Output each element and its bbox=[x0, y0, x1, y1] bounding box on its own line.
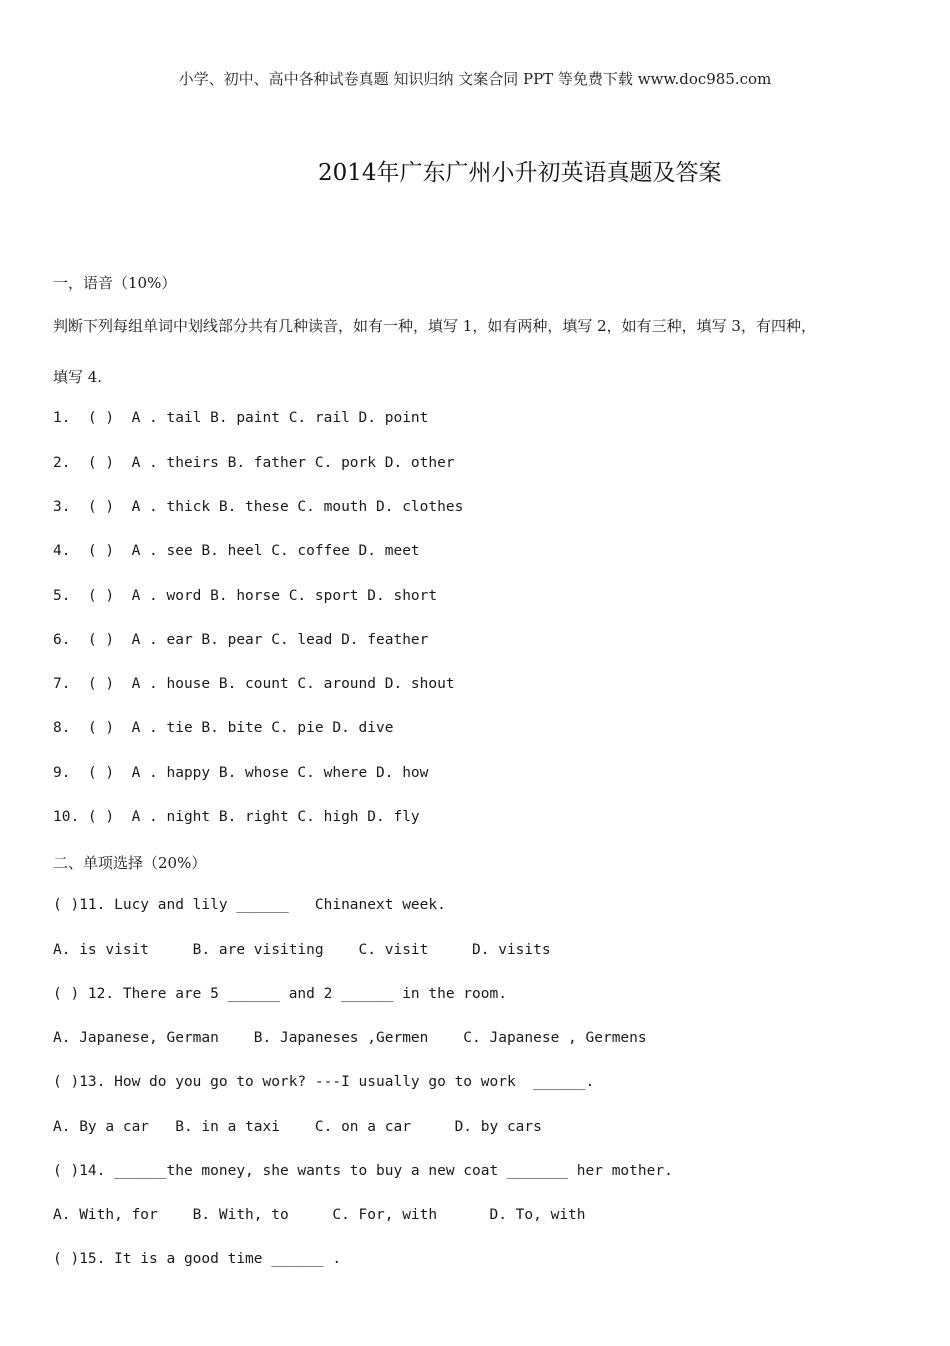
question-item: 10. ( ) A . night B. right C. high D. fly bbox=[53, 809, 420, 825]
question-stem: ( )13. How do you go to work? ---I usually go to work ______. bbox=[53, 1074, 595, 1090]
question-item: 7. ( ) A . house B. count C. around D. shout bbox=[53, 676, 455, 692]
answer-options: A. With, for B. With, to C. For, with D. To, with bbox=[53, 1207, 586, 1223]
section-instruction: 判断下列每组单词中划线部分共有几种读音，如有一种，填写 1，如有两种，填写 2，如有三种，填写 3，有四种， bbox=[53, 317, 816, 335]
answer-options: A. By a car B. in a taxi C. on a car D. by cars bbox=[53, 1119, 542, 1135]
question-stem: ( ) 12. There are 5 ______ and 2 ______ in the room. bbox=[53, 986, 507, 1002]
question-item: 5. ( ) A . word B. horse C. sport D. short bbox=[53, 588, 438, 604]
section-heading-phonetics: 一，语音（10%） bbox=[53, 274, 177, 292]
answer-options: A. Japanese, German B. Japaneses ,Germen C. Japanese , Germens bbox=[53, 1030, 647, 1046]
document-title: 2014年广东广州小升初英语真题及答案 bbox=[318, 160, 722, 186]
answer-options: A. is visit B. are visiting C. visit D. visits bbox=[53, 942, 551, 958]
question-item: 9. ( ) A . happy B. whose C. where D. how bbox=[53, 765, 429, 781]
question-stem: ( )14. ______the money, she wants to buy a new coat _______ her mother. bbox=[53, 1163, 673, 1179]
question-stem: ( )15. It is a good time ______ . bbox=[53, 1251, 342, 1267]
question-item: 6. ( ) A . ear B. pear C. lead D. feather bbox=[53, 632, 429, 648]
question-item: 4. ( ) A . see B. heel C. coffee D. meet bbox=[53, 543, 420, 559]
question-item: 1. ( ) A . tail B. paint C. rail D. point bbox=[53, 410, 429, 426]
question-stem: ( )11. Lucy and lily ______ Chinanext week. bbox=[53, 897, 446, 913]
section-heading-multiple-choice: 二、单项选择（20%） bbox=[53, 854, 207, 872]
page-header: 小学、初中、高中各种试卷真题 知识归纳 文案合同 PPT 等免费下载 www.doc985.com bbox=[178, 70, 772, 88]
question-item: 8. ( ) A . tie B. bite C. pie D. dive bbox=[53, 720, 394, 736]
question-item: 2. ( ) A . theirs B. father C. pork D. other bbox=[53, 455, 455, 471]
question-item: 3. ( ) A . thick B. these C. mouth D. clothes bbox=[53, 499, 464, 515]
section-instruction-cont: 填写 4. bbox=[53, 368, 103, 386]
